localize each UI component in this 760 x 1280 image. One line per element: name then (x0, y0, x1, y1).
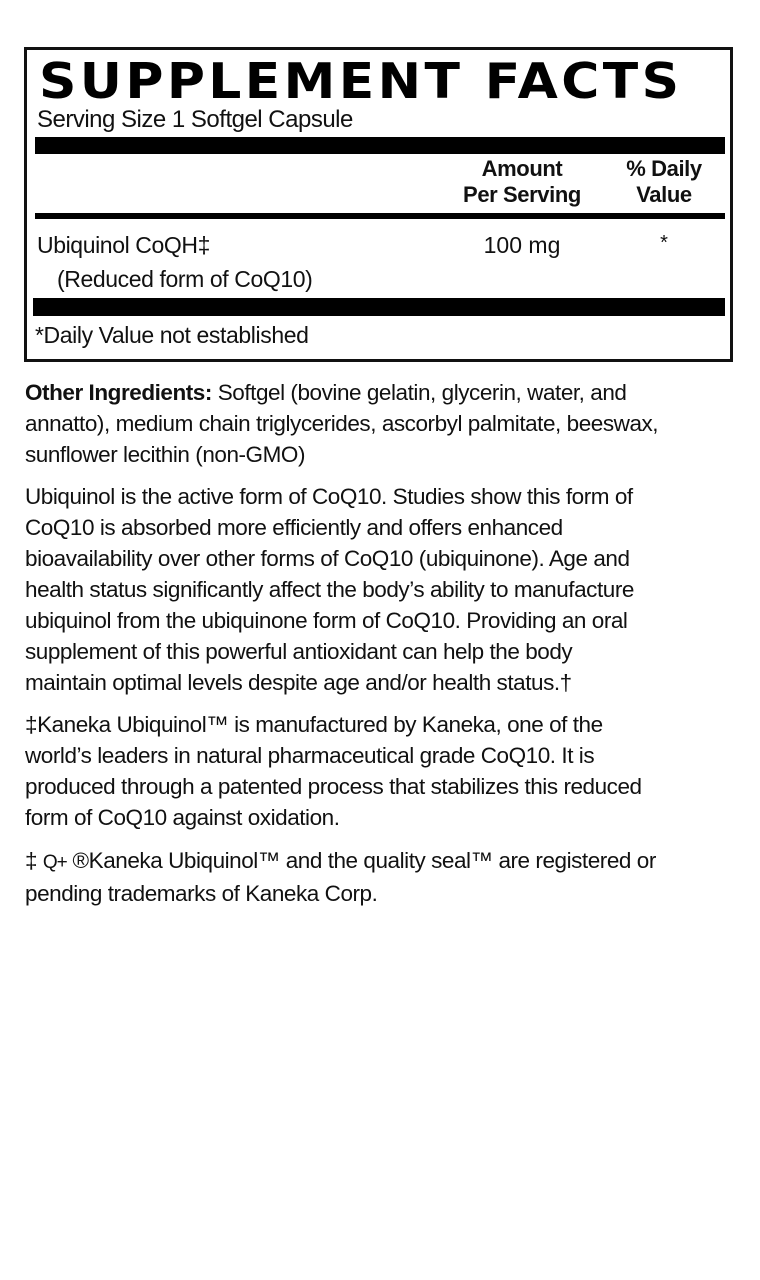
medium-divider (35, 213, 725, 219)
other-ingredients-label: Other Ingredients: (25, 380, 212, 405)
quality-seal-icon: Q+ (42, 852, 67, 873)
ingredient-subname: (Reduced form of CoQ10) (57, 266, 313, 292)
trademark-note: ‡ Q+ ®Kaneka Ubiquinol™ and the quality seal™ are registered or pending trademarks of Kaneka Corp. (25, 848, 656, 906)
serving-size: Serving Size 1 Softgel Capsule (37, 106, 353, 133)
header-amount-per-serving: Amount Per Serving (463, 156, 581, 207)
product-description: Ubiquinol is the active form of CoQ10. Studies show this form of CoQ10 is absorbed more efficiently and offers enhanced bioavailability over other forms of CoQ10 (ubiquinone). Age and health status significantly affect the body’s ability to manufacture ubiquinol from the ubiquinone form of CoQ10. Providing an oral supplement of this powerful antioxidant can help the body maintain optimal levels despite age and/or health status.† (25, 484, 634, 695)
thick-divider-bottom (33, 298, 725, 316)
header-daily-value: % Daily Value (626, 156, 702, 207)
other-ingredients: Other Ingredients: Softgel (bovine gelatin, glycerin, water, and annatto), medium chain triglycerides, ascorbyl palmitate, beeswax, sunflower lecithin (non-GMO) (25, 380, 659, 467)
supplement-facts-panel (24, 47, 733, 362)
ingredient-daily-value: * (660, 232, 668, 254)
thick-divider-top (35, 137, 725, 154)
kaneka-note: ‡Kaneka Ubiquinol™ is manufactured by Kaneka, one of the world’s leaders in natural pharmaceutical grade CoQ10. It is produced through a patented process that stabilizes this reduced form of CoQ10 against oxidation. (25, 712, 642, 830)
ingredient-name: Ubiquinol CoQH‡ (37, 232, 210, 258)
ingredient-amount: 100 mg (483, 232, 561, 258)
panel-title: SUPPLEMENT FACTS (39, 53, 683, 110)
daily-value-footnote: *Daily Value not established (35, 322, 309, 348)
